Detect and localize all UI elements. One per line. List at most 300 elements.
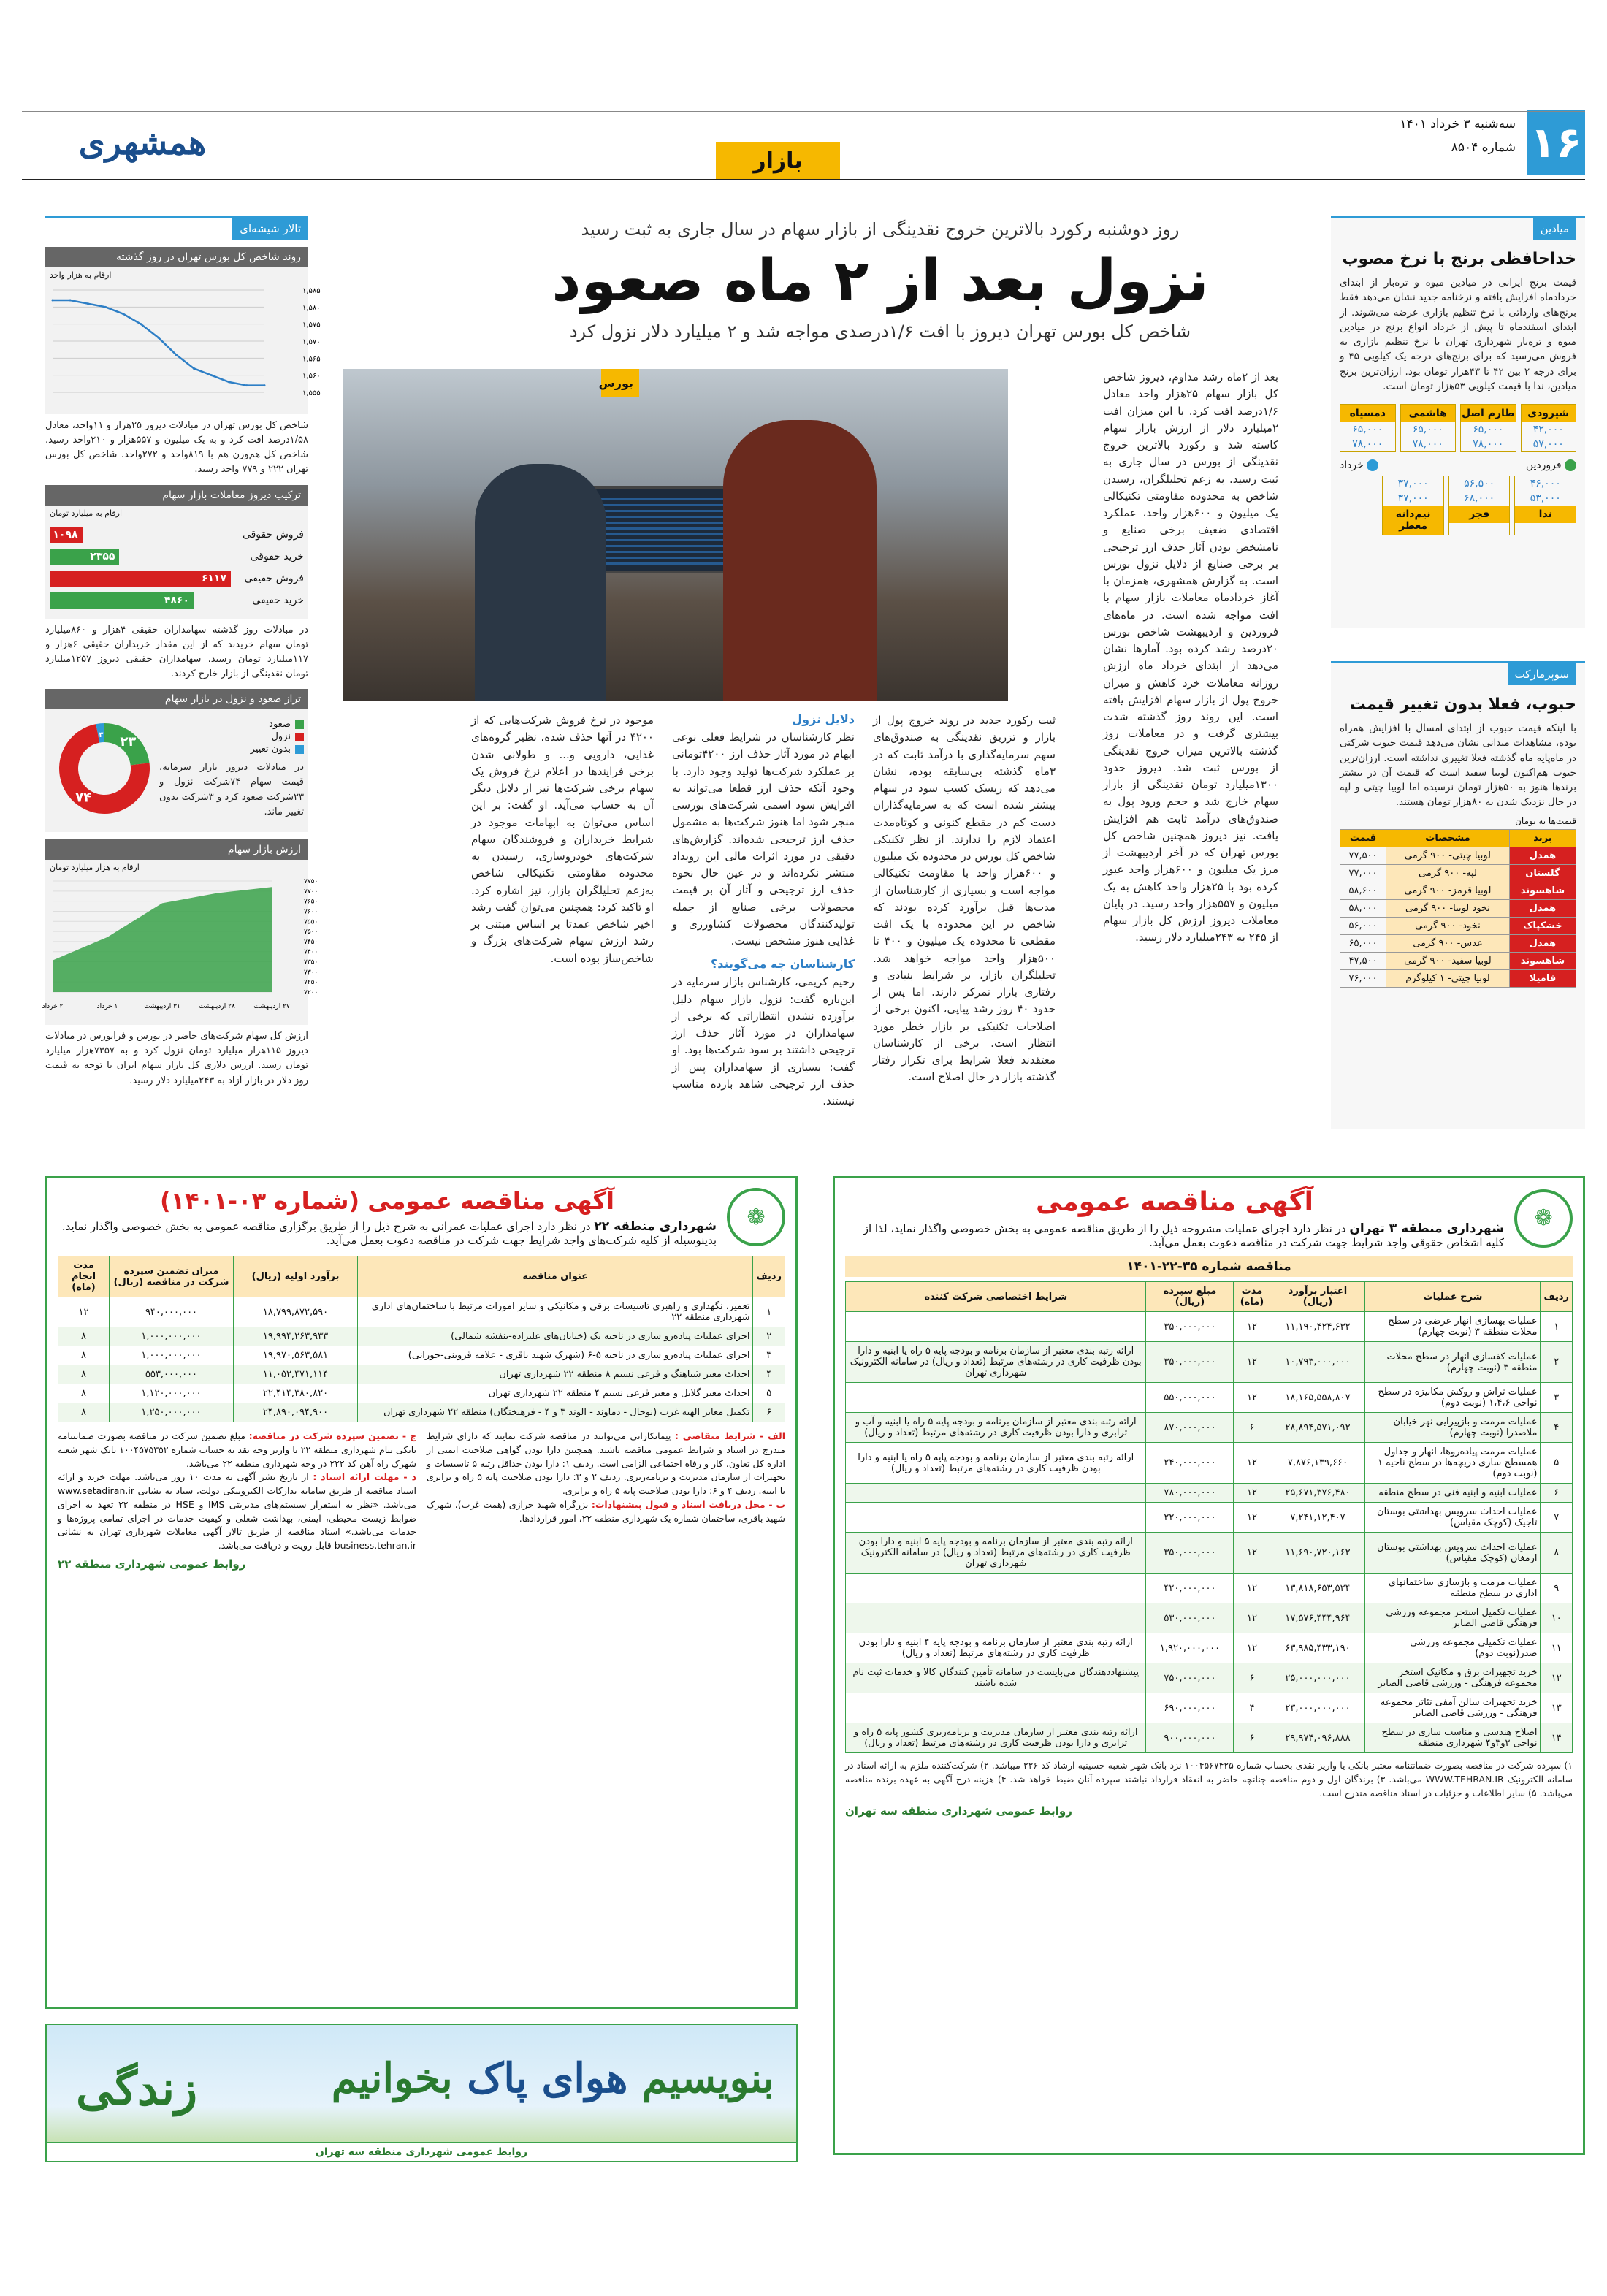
table-cell: عملیات احداث سرویس بهداشتی بوستان ارمغان (کوچک مقیاس)	[1365, 1533, 1541, 1574]
table-cell: ۸	[58, 1327, 110, 1346]
legume-price-box	[1331, 661, 1585, 1129]
table-row	[846, 1723, 1573, 1753]
price-cell: ۵۸,۶۰۰	[1340, 882, 1386, 899]
tender-ad-region3	[833, 1176, 1585, 2155]
box-body: با اینکه قیمت حبوب از ابتدای امسال با افزایش همراه بوده، مشاهدات میدانی نشان می‌دهد قیمت حبوب شرکتی در ماه‌پایه ماه گذشته فعلا تغییری نداشته است. ارزان‌ترین حبوب هم‌اکنون لوبیا سفید است که قیمت آن در بیشتر برندها هنوز به ۵۰هزار تومان نرسیده اما لوبیا چیتی و لپه در حال نزدیک شدن به ۸۰هزار تومان هستند.	[1340, 722, 1576, 809]
table-cell: ۶	[1541, 1484, 1573, 1503]
rice-cards-top	[1340, 404, 1576, 452]
table-row	[1340, 899, 1576, 917]
brand-cell: گلستان	[1509, 864, 1576, 882]
table-cell: ۶	[1234, 1413, 1270, 1443]
bar-row	[50, 592, 304, 609]
page-number: ۱۶	[1527, 110, 1585, 175]
table-cell: ۱۲	[1234, 1603, 1270, 1633]
table-row	[846, 1342, 1573, 1383]
section-label: بازار	[716, 142, 840, 179]
table-row	[1340, 934, 1576, 952]
tehran-emblem-icon: ❁	[1514, 1189, 1573, 1248]
table-cell: ارائه رتبه بندی معتبر از سازمان برنامه و بودجه پایه ۵ راه یا ابنیه و دارا بودن ظرفیت کاری در رشته‌های مرتبط (تعداد و ریال)	[846, 1443, 1146, 1484]
chart-title: ارزش بازار سهام	[45, 839, 308, 860]
article-photo	[343, 369, 1008, 701]
ad-org: شهرداری منطقه ۲۲	[594, 1219, 717, 1234]
table-cell: ۱	[753, 1297, 785, 1327]
table-cell: ۸	[1541, 1533, 1573, 1574]
table-cell	[846, 1503, 1146, 1533]
y-tick-label: ۱,۵۸۵	[302, 287, 321, 295]
pie-legend	[159, 719, 304, 755]
table-cell: ارائه رتبه بندی معتبر از سازمان برنامه و بودجه پایه ۴ ابنیه و دارا بودن ظرفیت کاری در رشته‌های مرتبط (تعداد و ریال)	[846, 1633, 1146, 1663]
col-header: مشخصات	[1386, 829, 1510, 847]
area-fill	[53, 887, 272, 992]
table-cell: ۶۹۰,۰۰۰,۰۰۰	[1146, 1693, 1234, 1723]
subheading: دلایل نزول	[792, 712, 855, 726]
col-header: ردیف	[1541, 1282, 1573, 1312]
tender-table-region3	[845, 1281, 1573, 1753]
tender-ad-region22	[45, 1176, 798, 2009]
table-cell: ۴۲۰,۰۰۰,۰۰۰	[1146, 1574, 1234, 1603]
box-title: خداحافظی برنج با نرخ مصوب	[1342, 250, 1576, 268]
y-tick-label: ۷۵۰۰	[304, 928, 318, 937]
data-point	[228, 381, 230, 384]
data-point	[140, 323, 142, 325]
chart-unit: ارقام به میلیارد تومان	[50, 508, 123, 518]
table-row	[58, 1403, 785, 1422]
table-row	[846, 1413, 1573, 1443]
unit-note: قیمت‌ها به تومان	[1515, 815, 1576, 826]
price-cell: ۶۵,۰۰۰	[1340, 934, 1386, 952]
table-row	[846, 1312, 1573, 1342]
table-cell: ۷,۸۷۶,۱۳۹,۶۶۰	[1270, 1443, 1365, 1484]
table-cell: احداث معبر گلایل و معبر فرعی نسیم ۴ منطقه ۲۲ شهرداری تهران	[358, 1384, 753, 1403]
table-row	[1340, 969, 1576, 987]
data-point	[122, 313, 124, 315]
y-tick-label: ۷۳۵۰	[304, 958, 318, 966]
terms-right: الف - شرایط متقاضی : پیمانکارانی می‌توانند در مناقصه شرکت نمایند که دارای شرایط مندرج در اسناد و شرایط عمومی مناقصه باشند. همچنین دارا بودن گواهی صلاحیت ایمنی از اداره کل تعاون، کار و رفاه اجتماعی الزامی است. ردیف ۱: دارا بودن حداقل رتبه ۵ تاسیسات و تجهیزات از سازمان مدیریت و برنامه‌ریزی. ردیف ۲ و ۳: دارا بودن صلاحیت پایه ۵ راه و ترابری یا ابنیه. ردیف ۴ و ۶: دارا بودن صلاحیت پایه ۵ راه و ترابری. ب - محل دریافت اسناد و قبول پیشنهادات: بزرگراه شهید خرازی (همت غرب)، شهرک شهید باقری، ساختمان شماره یک شهرداری منطقه ۲۲، امور قراردادها.	[427, 1430, 786, 1524]
table-cell: ۱۸,۱۶۵,۵۵۸,۸۰۷	[1270, 1383, 1365, 1413]
table-cell: ۲۲,۴۱۴,۳۸۰,۸۲۰	[234, 1384, 358, 1403]
chart-title: تراز صعود و نزول در بازار سهام	[45, 689, 308, 709]
table-cell: ۲۴,۸۹۰,۰۹۴,۹۰۰	[234, 1403, 358, 1422]
table-cell: اجرای عملیات پیاده‌رو سازی در ناحیه ۵-۶ (شهرک شهید باقری - علامه قزوینی-جوزانی)	[358, 1346, 753, 1365]
table-row	[58, 1327, 785, 1346]
y-tick-label: ۷۶۵۰	[304, 898, 318, 906]
brand-cell: شاهسوند	[1509, 882, 1576, 899]
table-cell	[846, 1484, 1146, 1503]
bar-row	[50, 571, 304, 587]
table-cell: ۴	[753, 1365, 785, 1384]
table-cell: ۷۸۰,۰۰۰,۰۰۰	[1146, 1484, 1234, 1503]
table-cell: ۱,۰۰۰,۰۰۰,۰۰۰	[110, 1346, 234, 1365]
paragraph: رحیم کریمی، کارشناس بازار سرمایه در این‌باره گفت: نزول بازار سهام دلیل برآورده نشدن انتظاراتی که برخی از سهامداران در مورد آثار حذف ارز ترجیحی داشتند بر سود شرکت‌ها بود. او گفت: بسیاری از سهامداران پس از حذف ارز ترجیحی شاهد بازده مناسب نیستند.	[672, 975, 855, 1107]
table-cell: ۹	[1541, 1574, 1573, 1603]
price-cell: ۷۶,۰۰۰	[1340, 969, 1386, 987]
breadth-pie-chart	[50, 714, 159, 823]
tender-number: مناقصه شماره ۳۵-۲۲-۱۴۰۱	[845, 1256, 1573, 1277]
spec-cell: لوبیا سفید- ۹۰۰ گرمی	[1386, 952, 1510, 969]
table-cell: ۲۹,۹۷۴,۰۹۶,۸۸۸	[1270, 1723, 1365, 1753]
bar	[50, 592, 194, 609]
slice-label: ۲۳	[120, 734, 137, 750]
table-cell: ۷۵۰,۰۰۰,۰۰۰	[1146, 1663, 1234, 1693]
data-point	[52, 300, 54, 302]
table-row	[846, 1484, 1573, 1503]
rice-card: ۳۷,۰۰۰ ۳۷,۰۰۰ نیم‌دانه معطر	[1382, 476, 1444, 535]
legend-label: نزول	[271, 731, 291, 743]
table-cell: ۱۱,۶۹۰,۷۲۰,۱۶۲	[1270, 1533, 1365, 1574]
box-title: حبوب، فعلا بدون تغییر قیمت	[1349, 695, 1576, 714]
table-cell: ۱۲	[1234, 1312, 1270, 1342]
data-point	[210, 374, 213, 376]
bar-value-label: ۱۰۹۸	[53, 528, 78, 541]
bar-category: خرید حقوقی	[250, 550, 304, 562]
table-cell: ۱۴	[1541, 1723, 1573, 1753]
table-cell: ۲۳,۰۰۰,۰۰۰,۰۰۰	[1270, 1693, 1365, 1723]
table-cell: عملیات بهسازی انهار عرضی در سطح محلات منطقه ۳ (نوبت چهارم)	[1365, 1312, 1541, 1342]
y-tick-label: ۷۴۰۰	[304, 948, 318, 956]
stock-market-panel	[42, 216, 321, 1129]
index-line	[53, 300, 264, 386]
article-col-1: بعد از ۲ماه رشد مداوم، دیروز شاخص کل بازار سهام ۲۵هزار واحد معادل ۱/۶درصد افت کرد. با این میزان افت ۲میلیارد دلار از ارزش بازار سهام کاسته شد و رکورد بالاترین خروج نقدینگی از بورس در سال جاری به ثبت رسید. به زعم تحلیلگران، رسیدن شاخص به محدوده مقاومتی تکنیکالی یک میلیون و ۶۰۰هزار واحد، عملکرد اقتصادی ضعیف برخی صنایع و نامشخص بودن آثار حذف ارز ترجیحی بر برخی صنایع از دلایل نزول بورس است. به گزارش همشهری، همزمان با آغاز خردادماه معاملات بازار سهام با افت مواجه شده است. در ماه‌های فروردین و اردیبهشت شاخص بورس ۲۰درصد رشد کرده بود. آمارها نشان می‌دهد از ابتدای خرداد ماه ارزش روزانه معاملات خرد کاهش و میزان خروج پول از بازار سهام افزایش یافته است. این روند روز گذشته شدت بیشتری گرفت و در معاملات روز گذشته بالاترین میزان خروج نقدینگی از بورس ثبت شد. دیروز حدود ۱۳۰۰میلیارد تومان نقدینگی از بازار سهام خارج شد و حجم ورود پول به صندوق‌های درآمد ثابت هم افزایش یافت. نیز دیروز همچنین شاخص کل بورس تهران که در آخر اردیبهشت از مرز یک میلیون و ۶۰۰هزار واحد عبور کرده بود با ۲۵هزار واحد کاهش به یک میلیون و ۵۵۷هزار واحد رسید. در پایان معاملات دیروز ارزش کل بازار سهام از ۲۴۵ به ۲۴۳میلیارد دلار رسید.	[1103, 370, 1279, 945]
table-cell: ۴	[1541, 1413, 1573, 1443]
table-cell: عملیات تراش و روکش مکانیزه در سطح نواحی ۱،۴،۶ (نوبت دوم)	[1365, 1383, 1541, 1413]
col-header: اعتبار برآورد (ریال)	[1270, 1282, 1365, 1312]
data-point	[175, 354, 178, 356]
bar	[50, 549, 119, 565]
category-tag: میادین	[1533, 218, 1576, 240]
ad-footer: روابط عمومی شهرداری منطقه ۲۲	[58, 1557, 246, 1571]
table-cell: ۱۲	[1234, 1342, 1270, 1383]
table-row	[1340, 917, 1576, 934]
table-cell: ۱	[1541, 1312, 1573, 1342]
table-cell	[846, 1574, 1146, 1603]
chart-caption: در مبادلات روز گذشته سهامداران حقیقی ۴هزار و ۸۶۰میلیارد تومان سهام خریدند که از این مقدار خریداران حقیقی ۶هزار و ۱۱۷میلیارد تومان رسید. سهامداران حقیقی دیروز ۱۲۵۷میلیارد تومان نقدینگی از بازار خارج کردند.	[45, 624, 308, 679]
table-cell: عملیات ابنیه و ابنیه فنی در سطح منطقه	[1365, 1484, 1541, 1503]
x-tick-label: ۲ خرداد	[42, 1003, 64, 1011]
table-cell: عملیات تکمیل استخر مجموعه ورزشی فرهنگی قاضی الصابر	[1365, 1603, 1541, 1633]
table-row	[846, 1383, 1573, 1413]
table-cell: ۱۱,۰۵۲,۴۷۱,۱۱۴	[234, 1365, 358, 1384]
index-chart-block	[45, 247, 321, 414]
article-col-4: موجود در نرخ فروش شرکت‌هایی که از ۴۲۰۰ در آنها حذف شده، نظیر گروه‌های غذایی، دارویی و... و طولانی شدن برخی فرایندها در اعلام نرخ فروش یک سهام برخی شرکت‌ها نیز از دلایل دیگر آن به حساب می‌آید. او گفت: بر این اساس می‌توان به ابهامات موجود در شرایط خریداران و فروشندگان سهام شرکت‌های خودروسازی، رسیدن به محدوده مقاومتی تکنیکالی شاخص به‌زعم تحلیلگران بازار، نیز اشاره کرد. او تاکید کرد: همچنین می‌توان گفت رشد اخیر شاخص عمدتا بر اساس مبتنی بر رشد ارزش سهام شرکت‌های بزرگ و شاخص‌ساز بوده است.	[471, 714, 654, 965]
clean-air-banner	[45, 2024, 798, 2162]
table-row	[1340, 952, 1576, 969]
table-cell: ۳۵۰,۰۰۰,۰۰۰	[1146, 1533, 1234, 1574]
table-cell: تعمیر، نگهداری و راهبری تاسیسات برقی و مکانیکی و سایر امورات مرتبط با ساختمان‌های اداری شهرداری منطقه ۲۲	[358, 1297, 753, 1327]
col-header: برند	[1509, 829, 1576, 847]
table-cell: اصلاح هندسی و مناسب سازی در سطح نواحی ۲و۳و۴ شهرداری منطقه	[1365, 1723, 1541, 1753]
paragraph: نظر کارشناسان در شرایط فعلی نوعی ابهام در مورد آثار حذف ارز ۴۲۰۰تومانی بر عملکرد شرکت‌ها تولید وجود دارد. با وجود آنکه حذف ارز قطعا می‌تواند به افزایش سود اسمی شرکت‌های بورسی منجر شود اما هنوز شرکت‌ها به مشمول حذف ارز ترجیحی شده‌اند. گزارش‌های دقیقی در مورد اثرات مالی این رویداد منتشر نکرده‌اند و در عین حال نحوه حذف ارز ترجیحی و آثار آن بر قیمت محصولات برخی صنایع از جمله تولیدکنندگان محصولات کشاورزی و غذایی هنوز مشخص نیست.	[672, 731, 855, 947]
brand-cell: خشکپاک	[1509, 917, 1576, 934]
table-row	[846, 1443, 1573, 1484]
bar-row	[50, 549, 304, 565]
breadth-chart-block	[45, 689, 308, 832]
table-cell: ۳	[1541, 1383, 1573, 1413]
market-value-block	[42, 839, 318, 1025]
bar-category: فروش حقوقی	[242, 528, 304, 541]
banner-footer: روابط عمومی شهرداری منطقه سه تهران	[47, 2142, 796, 2161]
col-header: ردیف	[753, 1256, 785, 1297]
spec-cell: لوبیا قرمز- ۹۰۰ گرمی	[1386, 882, 1510, 899]
tehran-emblem-icon: ❁	[727, 1188, 785, 1246]
y-tick-label: ۷۲۰۰	[304, 989, 318, 997]
table-cell: ۱,۹۲۰,۰۰۰,۰۰۰	[1146, 1633, 1234, 1663]
rice-legend	[1340, 459, 1576, 471]
table-cell: عملیات احداث سرویس بهداشتی بوستان تاجیک (کوچک مقیاس)	[1365, 1503, 1541, 1533]
table-cell: خرید تجهیزات برق و مکانیک استخر مجموعه فرهنگی - ورزشی قاضی الصابر	[1365, 1663, 1541, 1693]
table-cell	[846, 1383, 1146, 1413]
ad-notes: ۱) سپرده شرکت در مناقصه بصورت ضمانتنامه معتبر بانکی یا واریز نقدی بحساب شماره ۱۰۰۴۵۶۷۴۲۵ نزد بانک شهر شعبه حسینیه ارشاد کد ۲۲۶ میباشد. ۲) شرکت‌کننده ملزم به ارائه اسناد در سامانه الکترونیک WWW.TEHRAN.IR می‌باشد. ۳) برندگان اول و دوم مناقصه چنانچه حاضر به انعقاد قرارداد نباشند سپرده آنان ضبط خواهد شد. ۴) هزینه درج آگهی به عهده برنده مناقصه می‌باشد. ۵) سایر اطلاعات و جزئیات در اسناد مناقصه مندرج است.	[845, 1760, 1573, 1799]
chart-unit: ارقام به هزار میلیارد تومان	[50, 863, 140, 873]
issue-date: سه‌شنبه ۳ خرداد ۱۴۰۱	[1400, 117, 1516, 131]
x-tick-label: ۱ خرداد	[96, 1003, 118, 1011]
table-cell: ۷,۲۴۱,۱۲,۴۰۷	[1270, 1503, 1365, 1533]
table-cell: ۶	[1234, 1723, 1270, 1753]
table-cell: عملیات مرمت پیاده‌روها، انهار و جداول همسطح سازی دریچه‌ها در سطح ناحیه ۱ (نوبت دوم)	[1365, 1443, 1541, 1484]
table-cell: ۸۷۰,۰۰۰,۰۰۰	[1146, 1413, 1234, 1443]
table-cell: ۲۲۰,۰۰۰,۰۰۰	[1146, 1503, 1234, 1533]
table-cell: تکمیل معابر الهیه غرب (نوجال - دماوند - الوند ۳ و ۴ - فرهیختگان) منطقه ۲۲ شهرداری تهران	[358, 1403, 753, 1422]
article-kicker: روز دوشنبه رکورد بالاترین خروج نقدینگی از بازار سهام در سال جاری به ثبت رسید	[581, 219, 1180, 240]
y-tick-label: ۷۲۵۰	[304, 979, 318, 987]
data-point	[87, 302, 89, 305]
table-cell: ارائه رتبه بندی معتبر از سازمان برنامه و بودجه پایه ۵ ابنیه و دارا بودن ظرفیت کاری در رشته‌های مرتبط (تعداد و ریال) در سامانه الکترونیک شهرداری تهران	[846, 1533, 1146, 1574]
bar-value-label: ۶۱۱۷	[201, 572, 226, 584]
table-cell: عملیات مرمت و بازسازی ساختمانهای اداری در سطح منطقه	[1365, 1574, 1541, 1603]
rice-card: هاشمی ۶۵,۰۰۰ ۷۸,۰۰۰	[1400, 404, 1457, 452]
price-cell: ۵۶,۰۰۰	[1340, 917, 1386, 934]
table-cell: ۵۵۳,۰۰۰,۰۰۰	[110, 1365, 234, 1384]
y-tick-label: ۱,۵۵۵	[302, 389, 321, 397]
trade-chart-block	[45, 485, 308, 619]
table-row	[1340, 864, 1576, 882]
table-cell: ۲۴۰,۰۰۰,۰۰۰	[1146, 1443, 1234, 1484]
y-tick-label: ۷۷۰۰	[304, 888, 318, 896]
spec-cell: نخود- ۹۰۰ گرمی	[1386, 917, 1510, 934]
legend-swatch	[295, 745, 304, 754]
market-value-area-chart	[42, 875, 318, 1018]
green-dot-icon	[1565, 459, 1576, 471]
table-row	[58, 1384, 785, 1403]
table-row	[846, 1633, 1573, 1663]
table-cell: ۱۲	[1234, 1574, 1270, 1603]
table-cell: عملیات مرمت و بازپیرایی نهر خیابان ملاصدرا (نوبت چهارم)	[1365, 1413, 1541, 1443]
chart-caption: شاخص کل بورس تهران در مبادلات دیروز ۲۵هزار و ۱۱واحد، معادل ۱/۵۸درصد افت کرد و به یک میلیون و ۵۵۷هزار و ۲۱۰واحد رسید. شاخص کل هم‌وزن هم با ۸۱۹واحد و ۲۷۲واحد. شاخص کل بورس تهران ۲۲۲ و ۷۷۹ واحد رسید.	[45, 420, 308, 476]
table-cell: ۱۳	[1541, 1693, 1573, 1723]
ad-title: آگهی مناقصه عمومی	[1036, 1187, 1313, 1217]
table-cell: ۴	[1234, 1693, 1270, 1723]
table-row	[846, 1503, 1573, 1533]
category-tag: سوپرمارکت	[1508, 663, 1577, 685]
ad-intro: در نظر دارد اجرای عملیات عمرانی به شرح ذیل را از طریق برگزاری مناقصه عمومی به بخش خصوصی واگذار نماید. بدینوسیله از کلیه شرکت‌های واجد شرایط جهت شرکت در مناقصه دعوت بعمل می‌آید.	[61, 1220, 717, 1247]
col-header: شرح عملیات	[1365, 1282, 1541, 1312]
article-headline: نزول بعد از ۲ ماه صعود	[551, 248, 1209, 314]
table-row	[846, 1533, 1573, 1574]
table-cell: عملیات کفسازی انهار در سطح محلات منطقه ۳ (نوبت چهارم)	[1365, 1342, 1541, 1383]
y-tick-label: ۱,۵۷۵	[302, 321, 321, 329]
table-cell: ۱۸,۷۹۹,۸۷۲,۵۹۰	[234, 1297, 358, 1327]
data-point	[158, 337, 160, 339]
index-line-chart	[45, 283, 321, 407]
newspaper-logo: همشهری	[78, 123, 207, 162]
slice-label: ۳	[99, 731, 104, 740]
table-cell: ۹۰۰,۰۰۰,۰۰۰	[1146, 1723, 1234, 1753]
table-cell: احداث معبر شباهنگ و فرعی نسیم ۸ منطقه ۲۲ شهرداری تهران	[358, 1365, 753, 1384]
trade-bar-chart	[45, 527, 308, 609]
chart-title: ترکیب دیروز معاملات بازار سهام	[45, 485, 308, 506]
table-cell: عملیات تکمیلی مجموعه ورزشی صدر(نوبت دوم)	[1365, 1633, 1541, 1663]
y-tick-label: ۷۴۵۰	[304, 939, 318, 947]
rice-cards-bottom	[1382, 476, 1576, 535]
chart-unit: ارقام به هزار واحد	[50, 270, 112, 280]
y-tick-label: ۷۷۵۰	[304, 878, 318, 886]
spec-cell: لوبیا چیتی- ۹۰۰ گرمی	[1386, 847, 1510, 864]
col-header: مدت (ماه)	[1234, 1282, 1270, 1312]
table-cell: ۱۲	[1234, 1533, 1270, 1574]
subheading: کارشناسان چه می‌گویند؟	[710, 957, 855, 972]
ad-org: شهرداری منطقه ۳ تهران	[1349, 1221, 1504, 1236]
price-cell: ۴۷,۵۰۰	[1340, 952, 1386, 969]
table-cell: ۸	[58, 1365, 110, 1384]
table-cell: ۸	[58, 1384, 110, 1403]
legend-swatch	[295, 733, 304, 741]
table-row	[1340, 847, 1576, 864]
brand-cell: فامیلا	[1509, 969, 1576, 987]
issue-number: شماره ۸۵۰۴	[1451, 140, 1516, 155]
table-row	[846, 1574, 1573, 1603]
spec-cell: عدس- ۹۰۰ گرمی	[1386, 934, 1510, 952]
spec-cell: لوبیا چیتی- ۱ کیلوگرم	[1386, 969, 1510, 987]
table-cell: ۲۸,۸۹۴,۵۷۱,۰۹۲	[1270, 1413, 1365, 1443]
table-cell: ۱۹,۹۹۴,۲۶۳,۹۳۳	[234, 1327, 358, 1346]
brand-cell: شاهسوند	[1509, 952, 1576, 969]
table-row	[58, 1297, 785, 1327]
table-cell: ۶	[1234, 1663, 1270, 1693]
table-cell: ۲	[1541, 1342, 1573, 1383]
data-point	[193, 367, 195, 370]
table-cell: ۳۵۰,۰۰۰,۰۰۰	[1146, 1342, 1234, 1383]
rice-card: طارم اصل ۶۵,۰۰۰ ۷۸,۰۰۰	[1460, 404, 1516, 452]
y-tick-label: ۱,۵۶۵	[302, 355, 321, 364]
table-cell: ۲۵,۶۷۱,۳۷۶,۴۸۰	[1270, 1484, 1365, 1503]
spec-cell: لپه- ۹۰۰ گرمی	[1386, 864, 1510, 882]
article-subhead: شاخص کل بورس تهران دیروز با افت ۱/۶درصدی مواجه شد و ۲ میلیارد دلار نزول کرد	[569, 321, 1191, 342]
y-tick-label: ۷۵۵۰	[304, 918, 318, 926]
table-row	[846, 1693, 1573, 1723]
ad-footer: روابط عمومی شهرداری منطقه سه تهران	[845, 1804, 1072, 1818]
table-row	[1340, 882, 1576, 899]
table-cell: ۹۴۰,۰۰۰,۰۰۰	[110, 1297, 234, 1327]
brand-cell: همدل	[1509, 934, 1576, 952]
brand-cell: همدل	[1509, 899, 1576, 917]
price-cell: ۵۸,۰۰۰	[1340, 899, 1386, 917]
table-cell: ارائه رتبه بندی معتبر از سازمان برنامه و بودجه پایه ۵ راه یا ابنیه و آب و ترابری و دارا بودن ظرفیت کاری در رشته‌های مرتبط (تعداد و ریال)	[846, 1413, 1146, 1443]
legend-khordad: خرداد	[1340, 459, 1378, 471]
table-cell: ۱۲	[58, 1297, 110, 1327]
table-cell: ۱,۱۲۰,۰۰۰,۰۰۰	[110, 1384, 234, 1403]
bar	[50, 571, 231, 587]
y-tick-label: ۱,۵۶۰	[302, 372, 321, 381]
table-cell: ۱۱,۱۹۰,۴۲۴,۶۳۲	[1270, 1312, 1365, 1342]
table-cell: ۵۳۰,۰۰۰,۰۰۰	[1146, 1603, 1234, 1633]
header-top-rule	[22, 111, 1585, 112]
table-cell: ۵	[753, 1384, 785, 1403]
bar-category: فروش حقیقی	[244, 572, 304, 584]
table-row	[58, 1346, 785, 1365]
table-cell: ۱۲	[1234, 1484, 1270, 1503]
data-point	[104, 306, 107, 308]
legend-swatch	[295, 720, 304, 729]
terms-left: ج - تضمین سپرده شرکت در مناقصه: مبلغ تضمین شرکت در مناقصه بصورت ضمانتنامه بانکی بنام شهرداری منطقه ۲۲ یا واریز وجه نقد به حساب شماره ۱۰۰۴۵۷۵۳۵۲ بانک شهر شعبه شهرک راه آهن کد ۲۲۲ در وجه شهرداری منطقه ۲۲ می‌باشد. د - مهلت ارائه اسناد : از تاریخ نشر آگهی به مدت ۱۰ روز می‌باشد. مهلت خرید و ارائه اسناد مناقصه از طریق سامانه تدارکات الکترونیکی دولت، ستاد به نشانی www.setadiran.ir می‌باشد. «نظر به استقرار سیستم‌های مدیریتی IMS و HSE در منطقه ۲۲ تعهد به اجرای ضوابط زیست محیطی، ایمنی، بهداشت شغلی و کیفیت خدمات در اجرای تمامی پروژه‌ها و خدمات می‌باشد.» اسناد مناقصه از طریق تالار آگهی معاملات شهرداری تهران به نشانی business.tehran.ir قابل رویت و دریافت می‌باشد.	[58, 1430, 417, 1551]
table-row	[846, 1663, 1573, 1693]
article-tag: بورس	[601, 369, 639, 397]
spec-cell: نخود لوبیا- ۹۰۰ گرمی	[1386, 899, 1510, 917]
table-cell: ۱۰,۷۹۳,۰۰۰,۰۰۰	[1270, 1342, 1365, 1383]
table-cell: ۲۵,۰۰۰,۰۰۰,۰۰۰	[1270, 1663, 1365, 1693]
y-tick-label: ۷۶۰۰	[304, 908, 318, 916]
rice-card: شیرودی ۴۲,۰۰۰ ۵۷,۰۰۰	[1521, 404, 1577, 452]
box-body: قیمت برنج ایرانی در میادین میوه و تره‌بار از ابتدای خردادماه افزایش یافته و نرخنامه جدید نشان می‌دهد فقط برنج‌های وارداتی با نرخ تنظیم بازاری عرضه می‌شوند. از ابتدای اسفندماه تا پیش از خرداد انواع برنج در میادین میوه و تره‌بار شهرداری تهران با نرخ تنظیم بازاری به فروش می‌رسید که برای برنج‌های درجه یک کیلویی ۴۵ و برای درجه ۲ بین ۴۲ تا ۴۳هزار تومان بود. ارزان‌ترین برنج میادین، ندا با قیمت کیلویی ۵۳هزار تومان است.	[1340, 277, 1577, 392]
article-tag-wrap	[598, 369, 639, 397]
data-point	[245, 384, 248, 386]
col-header: شرایط اختصاصی شرکت کننده	[846, 1282, 1146, 1312]
price-cell: ۷۷,۵۰۰	[1340, 847, 1386, 864]
tender-table-region22	[58, 1256, 785, 1422]
table-cell: ارائه رتبه بندی معتبر از سازمان برنامه و بودجه پایه ۵ راه یا ابنیه و دارا بودن ظرفیت کاری در رشته‌های مرتبط (تعداد و ریال) در سامانه الکترونیک شهرداری تهران	[846, 1342, 1146, 1383]
table-cell: ۸	[58, 1346, 110, 1365]
category-tag: تالار شیشه‌ای	[232, 218, 308, 240]
legend-label: صعود	[269, 719, 291, 731]
col-header: قیمت	[1340, 829, 1386, 847]
col-header: عنوان مناقصه	[358, 1256, 753, 1297]
y-tick-label: ۱,۵۸۰	[302, 304, 321, 313]
rice-card: ۵۶,۵۰۰ ۶۸,۰۰۰ فجر	[1448, 476, 1511, 535]
person-silhouette	[723, 420, 877, 701]
table-cell: ۱۰	[1541, 1603, 1573, 1633]
slice-label: ۷۴	[75, 790, 92, 806]
table-cell: ۱۳,۸۱۸,۶۵۳,۵۲۴	[1270, 1574, 1365, 1603]
table-cell: ۳۵۰,۰۰۰,۰۰۰	[1146, 1312, 1234, 1342]
legend-farvardin: فروردین	[1526, 459, 1576, 471]
table-cell: ۳	[753, 1346, 785, 1365]
table-cell: ۱,۰۰۰,۰۰۰,۰۰۰	[110, 1327, 234, 1346]
rice-card: ۴۶,۰۰۰ ۵۳,۰۰۰ ندا	[1514, 476, 1576, 535]
x-tick-label: ۳۱ اردیبهشت	[144, 1003, 180, 1011]
y-tick-label: ۷۳۰۰	[304, 969, 318, 977]
chart-caption: در مبادلات دیروز بازار سرمایه، قیمت سهام ۷۴شرکت نزول و ۲۳شرکت صعود کرد و ۳شرکت بدون تغییر ماند.	[159, 762, 305, 817]
table-cell: ۱۷,۵۷۶,۴۴۴,۹۶۴	[1270, 1603, 1365, 1633]
col-header: برآورد اولیه (ریال)	[234, 1256, 358, 1297]
rice-price-box	[1331, 216, 1585, 628]
table-cell: ۱۲	[1234, 1383, 1270, 1413]
x-tick-label: ۲۷ اردیبهشت	[253, 1003, 290, 1011]
table-cell: ۱۲	[1234, 1633, 1270, 1663]
price-cell: ۷۷,۰۰۰	[1340, 864, 1386, 882]
legend-item	[159, 744, 304, 755]
ad-title: آگهی مناقصه عمومی (شماره ۰۳-۱۴۰۱)	[160, 1187, 614, 1215]
col-header: میزان تضمین سپرده شرکت در مناقصه (ریال)	[110, 1256, 234, 1297]
table-cell: ۶	[753, 1403, 785, 1422]
table-cell	[846, 1693, 1146, 1723]
table-cell: ۱۲	[1234, 1503, 1270, 1533]
table-cell: خرید تجهیزات سالن آمفی تئاتر مجموعه فرهنگی - ورزشی قاضی الصابر	[1365, 1693, 1541, 1723]
table-cell: ۵۵۰,۰۰۰,۰۰۰	[1146, 1383, 1234, 1413]
legend-item	[159, 719, 304, 730]
table-row	[846, 1603, 1573, 1633]
table-cell: اجرای عملیات پیاده‌رو سازی در ناحیه یک (خیابان‌های علیزاده-بنفشه شمالی)	[358, 1327, 753, 1346]
table-cell	[846, 1603, 1146, 1633]
bar-row	[50, 527, 304, 543]
person-silhouette	[475, 464, 606, 701]
